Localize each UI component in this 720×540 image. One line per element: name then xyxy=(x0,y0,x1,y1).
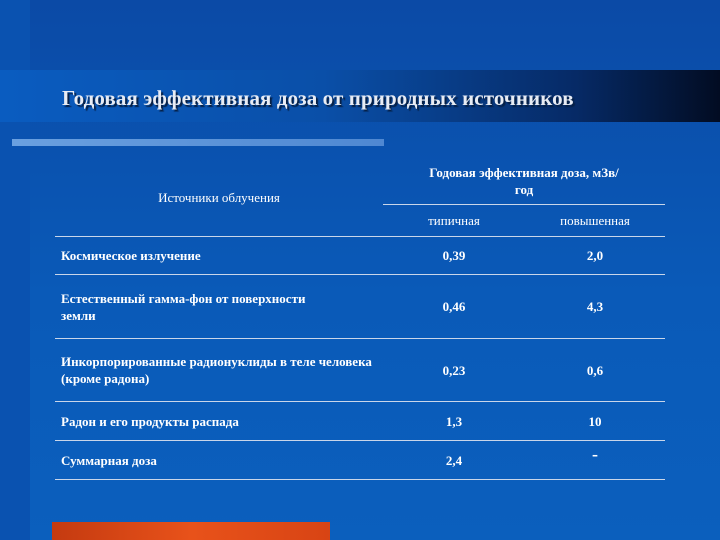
row-source-text: Естественный гамма-фон от поверхности земли xyxy=(61,290,306,323)
row-source: Суммарная доза xyxy=(55,441,383,480)
row-elevated: 0,6 xyxy=(525,339,665,402)
header-elevated: повышенная xyxy=(525,205,665,237)
row-source xyxy=(55,275,383,339)
table-row xyxy=(55,339,665,402)
row-source: Космическое излучение xyxy=(55,237,383,275)
row-elevated: 2,0 xyxy=(525,237,665,275)
row-source: Радон и его продукты распада xyxy=(55,402,383,441)
table-row xyxy=(55,441,665,480)
slide-title: Годовая эффективная доза от природных источников xyxy=(62,86,574,110)
row-typical: 1,3 xyxy=(383,402,525,441)
row-source-text: Инкорпорированные радионуклиды в теле человека (кроме радона) xyxy=(61,354,372,386)
header-dose xyxy=(383,158,665,205)
dose-table xyxy=(55,158,665,480)
row-elevated: 10 xyxy=(525,402,665,441)
header-typical: типичная xyxy=(383,205,525,237)
accent-line xyxy=(12,139,384,146)
header-dose-text: Годовая эффективная доза, мЗв/год xyxy=(429,165,619,197)
bottom-accent-bar xyxy=(52,522,330,540)
table-header-row xyxy=(55,158,665,205)
row-elevated-dash: - xyxy=(592,444,598,464)
row-typical: 0,46 xyxy=(383,275,525,339)
row-typical: 2,4 xyxy=(383,441,525,480)
table-row xyxy=(55,402,665,441)
row-typical: 0,23 xyxy=(383,339,525,402)
table-row xyxy=(55,275,665,339)
row-elevated: 4,3 xyxy=(525,275,665,339)
row-elevated xyxy=(525,441,665,480)
header-source: Источники облучения xyxy=(55,158,383,237)
row-source xyxy=(55,339,383,402)
table-row xyxy=(55,237,665,275)
row-typical: 0,39 xyxy=(383,237,525,275)
